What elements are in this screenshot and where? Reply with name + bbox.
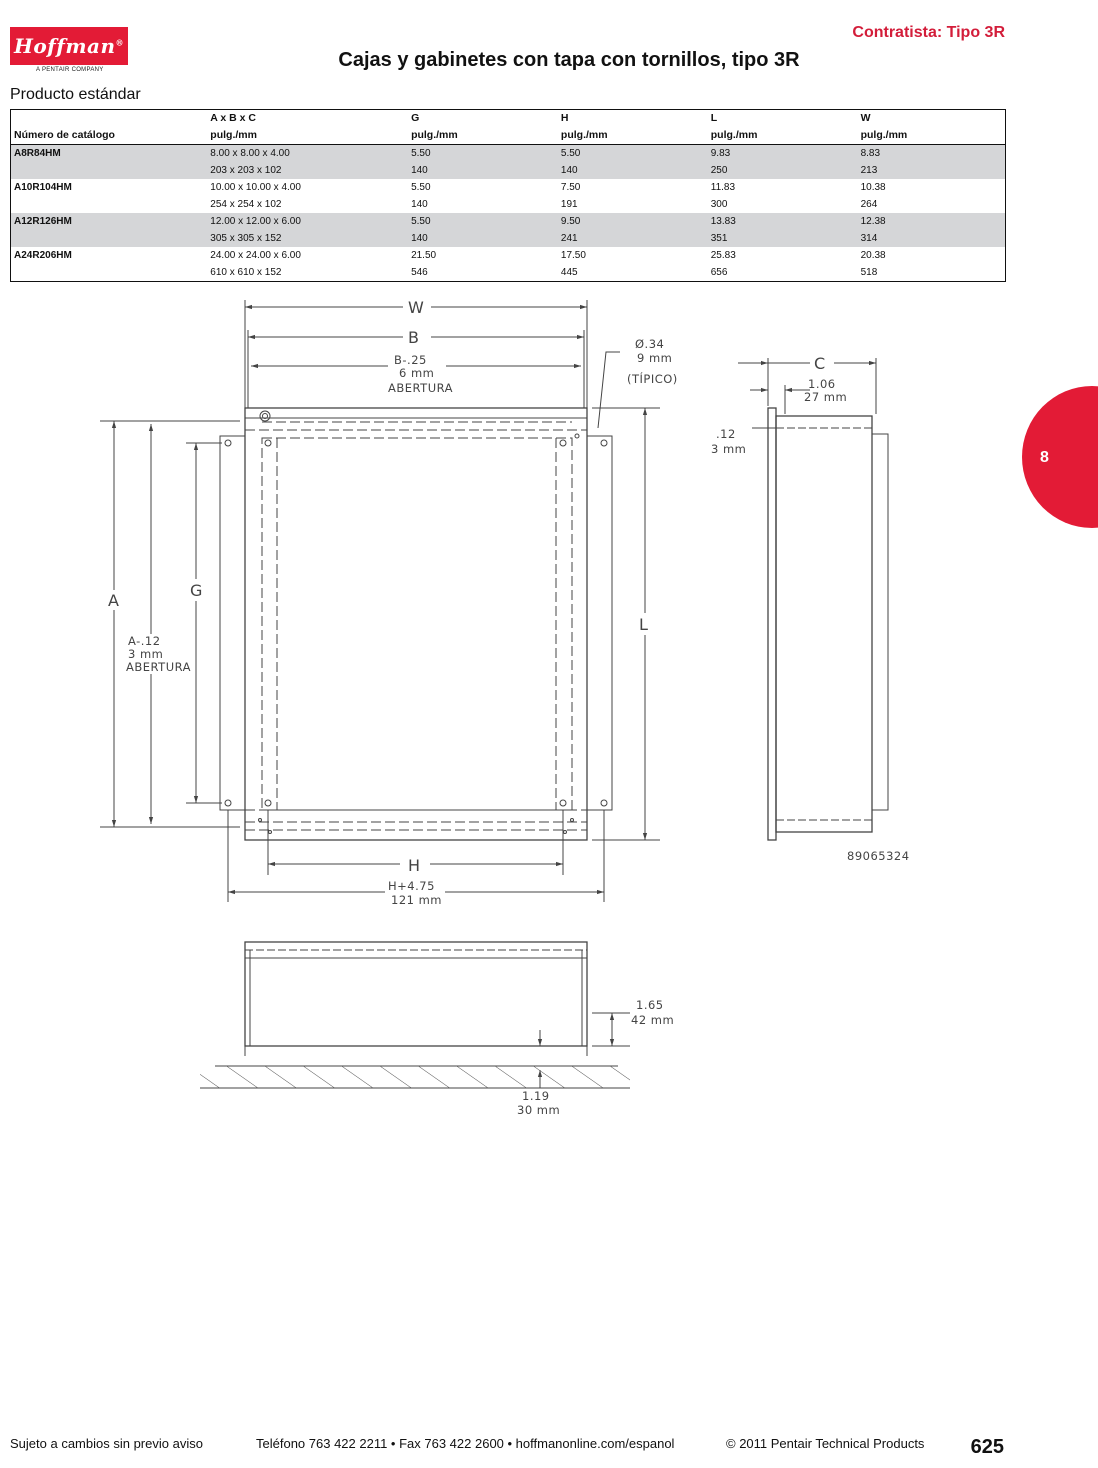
table-row xyxy=(11,179,1006,196)
cell-g-mm: 140 xyxy=(408,230,558,247)
cell-g-in: 21.50 xyxy=(411,250,437,261)
cell-g-mm: 140 xyxy=(411,199,428,210)
page-title: Cajas y gabinetes con tapa con tornillos, tipo 3R xyxy=(338,49,800,71)
header-catalog: Número de catálogo xyxy=(14,129,115,141)
dim-side-2: 3 mm xyxy=(711,442,747,456)
cell-l-in: 9.83 xyxy=(708,145,858,163)
cell-l-mm: 351 xyxy=(708,230,858,247)
cell-h-mm: 140 xyxy=(558,162,708,179)
dim-w: W xyxy=(408,298,424,317)
spec-table xyxy=(10,109,1006,282)
table-row xyxy=(11,213,1006,230)
cell-w-in: 12.38 xyxy=(858,213,1006,230)
cell-w-in: 10.38 xyxy=(860,182,886,193)
cell-h-mm: 241 xyxy=(558,230,708,247)
cell-w-mm: 518 xyxy=(860,267,878,278)
dim-bottom-1: 1.65 xyxy=(636,998,664,1012)
dim-floor-1: 1.19 xyxy=(522,1089,550,1103)
cell-empty xyxy=(11,264,208,282)
section-subtitle: Producto estándar xyxy=(10,86,141,103)
cell-h-in: 7.50 xyxy=(560,182,581,193)
dim-c-2: 27 mm xyxy=(804,390,848,404)
section-tab xyxy=(1022,386,1098,528)
dim-l: L xyxy=(639,615,648,634)
dimension-labels xyxy=(104,297,910,1117)
technical-drawing xyxy=(0,290,1000,1130)
cell-g-in: 5.50 xyxy=(408,145,558,163)
dim-a-opening-3: ABERTURA xyxy=(126,660,192,674)
cell-g-mm: 140 xyxy=(408,162,558,179)
cell-g-in: 5.50 xyxy=(408,213,558,230)
dim-h-total-1: H+4.75 xyxy=(388,879,435,893)
page-number: 625 xyxy=(970,1436,1004,1458)
dim-b-opening-2: 6 mm xyxy=(399,366,435,380)
dim-b: B xyxy=(408,328,419,347)
table-row xyxy=(11,247,1006,264)
cell-h-in: 5.50 xyxy=(558,145,708,163)
header-abc: A x B x C pulg./mm xyxy=(210,112,257,141)
cell-empty xyxy=(11,162,208,179)
cell-h-in: 17.50 xyxy=(560,250,586,261)
cell-abc-in: 8.00 x 8.00 x 4.00 xyxy=(207,145,408,163)
dim-c-1: 1.06 xyxy=(808,377,836,391)
footer-contact: Teléfono 763 422 2211 • Fax 763 422 2600 • hoffmanonline.com/espanol xyxy=(256,1436,675,1451)
cell-l-in: 13.83 xyxy=(708,213,858,230)
dim-b-opening-1: B-.25 xyxy=(394,353,427,367)
dim-g: G xyxy=(190,581,203,600)
bottom-view xyxy=(200,942,630,1088)
header-g: G pulg./mm xyxy=(411,112,458,141)
header-w: W pulg./mm xyxy=(860,112,908,141)
cell-w-in: 20.38 xyxy=(860,250,886,261)
dim-c: C xyxy=(814,354,826,373)
cell-abc-mm: 203 x 203 x 102 xyxy=(207,162,408,179)
table-row xyxy=(11,230,1006,247)
cell-abc-in: 10.00 x 10.00 x 4.00 xyxy=(210,182,301,193)
cell-l-mm: 250 xyxy=(708,162,858,179)
cell-l-in: 25.83 xyxy=(710,250,736,261)
cell-abc-in: 24.00 x 24.00 x 6.00 xyxy=(210,250,301,261)
table-row xyxy=(11,264,1006,282)
dim-h-total-2: 121 mm xyxy=(391,893,443,907)
cell-l-mm: 656 xyxy=(710,267,728,278)
dim-a-opening-1: A-.12 xyxy=(128,634,161,648)
category-label: Contratista: Tipo 3R xyxy=(852,24,1005,41)
side-view xyxy=(738,358,888,840)
cell-l-in: 11.83 xyxy=(710,182,736,193)
cell-h-mm: 445 xyxy=(560,267,578,278)
dim-b-opening-3: ABERTURA xyxy=(388,381,454,395)
logo-subtitle: A PENTAIR COMPANY xyxy=(36,67,104,73)
cell-l-mm: 300 xyxy=(710,199,728,210)
drawing-number: 89065324 xyxy=(847,849,910,863)
dim-hole-1: Ø.34 xyxy=(635,337,665,351)
cell-empty xyxy=(11,196,208,213)
cell-w-mm: 213 xyxy=(858,162,1006,179)
cell-h-mm: 191 xyxy=(560,199,578,210)
table-row xyxy=(11,196,1006,213)
cell-abc-in: 12.00 x 12.00 x 6.00 xyxy=(207,213,408,230)
dim-h: H xyxy=(408,856,421,875)
cell-g-mm: 546 xyxy=(411,267,428,278)
dim-bottom-2: 42 mm xyxy=(631,1013,675,1027)
table-header-row xyxy=(11,110,1006,145)
logo-wordmark: Hoffman® xyxy=(13,34,125,58)
dim-floor-2: 30 mm xyxy=(517,1103,561,1117)
cell-catalog: A24R206HM xyxy=(14,250,72,261)
dim-side-1: .12 xyxy=(716,427,736,441)
cell-h-in: 9.50 xyxy=(558,213,708,230)
cell-abc-mm: 254 x 254 x 102 xyxy=(210,199,282,210)
front-view xyxy=(100,300,660,902)
cell-w-mm: 264 xyxy=(860,199,878,210)
cell-catalog: A10R104HM xyxy=(14,182,72,193)
cell-catalog: A8R84HM xyxy=(11,145,208,163)
table-row xyxy=(11,145,1006,163)
dim-hole-3: (TÍPICO) xyxy=(627,372,678,386)
cell-w-mm: 314 xyxy=(858,230,1006,247)
cell-abc-mm: 610 x 610 x 152 xyxy=(210,267,282,278)
footer-copyright: © 2011 Pentair Technical Products xyxy=(726,1436,925,1451)
table-row xyxy=(11,162,1006,179)
dim-a-opening-2: 3 mm xyxy=(128,647,164,661)
header-l: L pulg./mm xyxy=(710,112,758,141)
cell-abc-mm: 305 x 305 x 152 xyxy=(207,230,408,247)
cell-g-in: 5.50 xyxy=(411,182,431,193)
cell-w-in: 8.83 xyxy=(858,145,1006,163)
cell-catalog: A12R126HM xyxy=(11,213,208,230)
footer-notice: Sujeto a cambios sin previo aviso xyxy=(10,1436,203,1451)
section-tab-number: 8 xyxy=(1040,449,1049,466)
dim-a: A xyxy=(108,591,119,610)
dim-hole-2: 9 mm xyxy=(637,351,673,365)
header-h: H pulg./mm xyxy=(560,112,608,141)
cell-empty xyxy=(11,230,208,247)
